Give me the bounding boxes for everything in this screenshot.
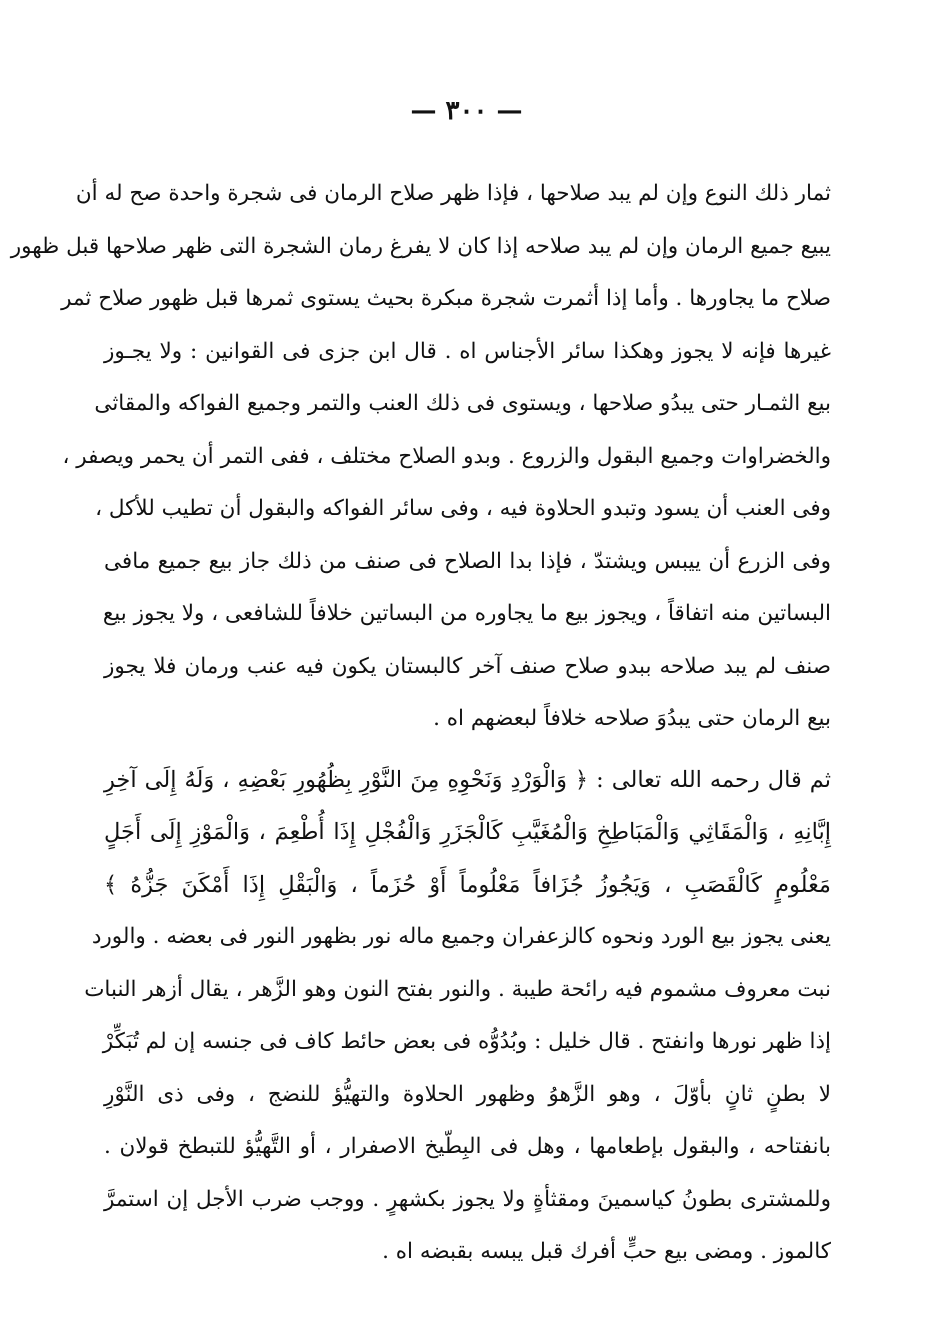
text-line: والخضراوات وجميع البقول والزروع . وبدو الصلاح مختلف ، ففى التمر أن يحمر ويصفر ، [62, 443, 831, 469]
text-line: يعنى يجوز بيع الورد ونحوه كالزعفران وجميع ماله نور بظهور النور فى بعضه . والورد [91, 924, 831, 949]
text-line: وللمشترى بطونُ كياسمينَ ومقثأةٍ ولا يجوز بكشهرٍ . ووجب ضرب الأجل إن استمرَّ [104, 1186, 831, 1212]
text-line: البساتين منه اتفاقاً ، ويجوز بيع ما يجاوره من البساتين خلافاً للشافعى ، ولا يجوز بيع [102, 601, 831, 626]
quote-line: مَعْلُومٍ كَالْقَصَبِ ، وَيَجُوزُ جُزَافاً مَعْلُوماً أَوْ حُزَماً ، وَالْبَقْلِ إِذَا أَمْكَنَ جَزُّهُ ﴾ [104, 871, 831, 898]
text-line: إذا ظهر نورها وانفتح . قال خليل : وبُدُوُّه فى بعض حائط كاف فى جنسه إن لم تُبَكِّرْ [102, 1029, 831, 1054]
text-line: غيرها فإنه لا يجوز وهكذا سائر الأجناس اه . قال ابن جزى فى القوانين : ولا يجـوز [104, 338, 831, 364]
quoted-matn [104, 754, 831, 912]
paragraph-gap [104, 746, 831, 754]
page-number: — ٣٠٠ — [410, 96, 523, 126]
text-line: بانفتاحه ، والبقول بإطعامها ، وهل فى البِطّيخ الاصفرار ، أو التَّهيُّؤ للتبطخ قولان . [104, 1134, 831, 1159]
text-line: ثمار ذلك النوع وإن لم يبد صلاحها ، فإذا ظهر صلاح الرمان فى شجرة واحدة صح له أن [75, 181, 831, 206]
text-line: كالموز . ومضى بيع حبٍّ أفرك قبل يبسه بقبضه اه . [382, 1239, 831, 1264]
body-text [10, 168, 831, 1279]
text-line: صلاح ما يجاورها . وأما إذا أثمرت شجرة مبكرة بحيث يستوى ثمرها قبل ظهور صلاح ثمر [61, 286, 831, 311]
paragraph-commentary-1 [10, 168, 831, 746]
text-line: بيع الثمـار حتى يبدُو صلاحها ، ويستوى فى ذلك العنب والتمر وجميع الفواكه والمقاثى [94, 391, 831, 416]
paragraph-commentary-2 [84, 911, 831, 1279]
text-line: نبت معروف مشموم فيه رائحة طيبة . والنور بفتح النون وهو الزَّهر ، يقال أزهر النبات [84, 976, 831, 1002]
text-line: صنف لم يبد صلاحه ببدو صلاح صنف آخر كالبستان يكون فيه عنب ورمان فلا يجوز [104, 653, 831, 679]
text-line: بيع الرمان حتى يبدُوَ صلاحه خلافاً لبعضهم اه . [433, 706, 831, 731]
quote-line: إِبَّانِهِ ، وَالْمَقَاثِي وَالْمَبَاطِخِ وَالْمُغَيَّبِ كَالْجَزَرِ وَالْفُجْلِ إِذَا أُطْعِمَ ، وَالْمَوْزِ إِلَى أَجَلٍ [104, 819, 831, 845]
quote-line: ثم قال رحمه الله تعالى : ﴿ وَالْوَرْدِ وَنَحْوِهِ مِنَ النَّوْرِ بِظُهُورِ بَعْضِهِ ، وَلَهُ إِلَى آخِرِ [104, 766, 831, 793]
text-line: وفى العنب أن يسود وتبدو الحلاوة فيه ، وفى سائر الفواكه والبقول أن تطيب للأكل ، [95, 496, 831, 521]
text-line: وفى الزرع أن ييبس ويشتدّ ، فإذا بدا الصلاح فى صنف من ذلك جاز بيع جميع مافى [104, 548, 831, 574]
text-line: لا بطنٍ ثانٍ بأوّلَ ، وهو الزَّهوُ وظهور الحلاوة والتهيُّؤ للنضج ، وفى ذى النَّوْرِ [104, 1081, 831, 1107]
text-line: يبيع جميع الرمان وإن لم يبد صلاحه إذا كان لا يفرغ رمان الشجرة التى ظهر صلاحها قبل ظهور [10, 233, 831, 259]
